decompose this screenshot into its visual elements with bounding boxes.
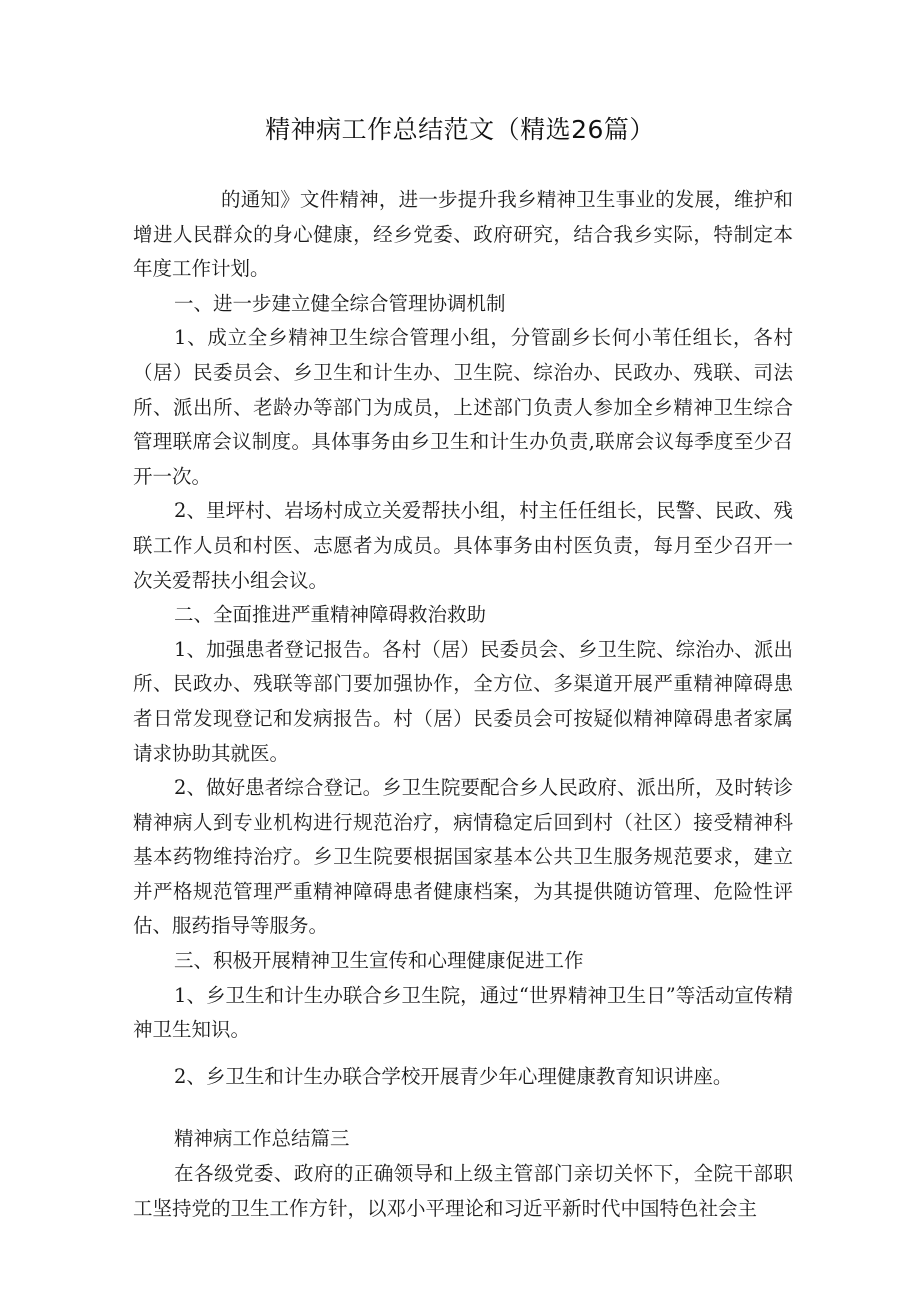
document-body bbox=[133, 183, 793, 1226]
section-heading-2: 二、全面推进严重精神障碍救治救助 bbox=[174, 603, 487, 627]
paragraph: 1、乡卫生和计生办联合乡卫生院，通过“世界精神卫生日”等活动宣传精神卫生知识。 bbox=[133, 983, 793, 1042]
section-heading-1: 一、进一步建立健全综合管理协调机制 bbox=[174, 291, 506, 315]
paragraph: 2、乡卫生和计生办联合学校开展青少年心理健康教育知识讲座。 bbox=[174, 1064, 733, 1088]
paragraph: 1、加强患者登记报告。各村（居）民委员会、乡卫生院、综治办、派出所、民政办、残联等部门要加强协作，全方位、多渠道开展严重精神障碍患者日常发现登记和发病报告。村（居）民委员会可按疑似精神障碍患者家属请求协助其就医。 bbox=[133, 637, 793, 765]
section-title: 精神病工作总结篇三 bbox=[174, 1127, 350, 1151]
document-title: 精神病工作总结范文（精选26篇） bbox=[265, 115, 655, 144]
paragraph-intro: 的通知》文件精神，进一步提升我乡精神卫生事业的发展，维护和增进人民群众的身心健康，经乡党委、政府研究，结合我乡实际，特制定本年度工作计划。 bbox=[133, 188, 793, 281]
section-heading-3: 三、积极开展精神卫生宣传和心理健康促进工作 bbox=[174, 949, 584, 973]
paragraph: 在各级党委、政府的正确领导和上级主管部门亲切关怀下，全院干部职工坚持党的卫生工作方针，以邓小平理论和习近平新时代中国特色社会主 bbox=[133, 1162, 793, 1220]
paragraph: 2、做好患者综合登记。乡卫生院要配合乡人民政府、派出所，及时转诊精神病人到专业机构进行规范治疗，病情稳定后回到村（社区）接受精神科基本药物维持治疗。乡卫生院要根据国家基本公共卫生服务规范要求，建立并严格规范管理严重精神障碍患者健康档案，为其提供随访管理、危险性评估、服药指导等服务。 bbox=[133, 776, 793, 938]
paragraph: 1、成立全乡精神卫生综合管理小组，分管副乡长何小苇任组长，各村（居）民委员会、乡卫生和计生办、卫生院、综治办、民政办、残联、司法所、派出所、老龄办等部门为成员，上述部门负责人参加全乡精神卫生综合管理联席会议制度。具体事务由乡卫生和计生办负责,联席会议每季度至少召开一次。 bbox=[133, 326, 793, 488]
paragraph: 2、里坪村、岩场村成立关爱帮扶小组，村主任任组长，民警、民政、残联工作人员和村医、志愿者为成员。具体事务由村医负责，每月至少召开一次关爱帮扶小组会议。 bbox=[133, 499, 793, 592]
